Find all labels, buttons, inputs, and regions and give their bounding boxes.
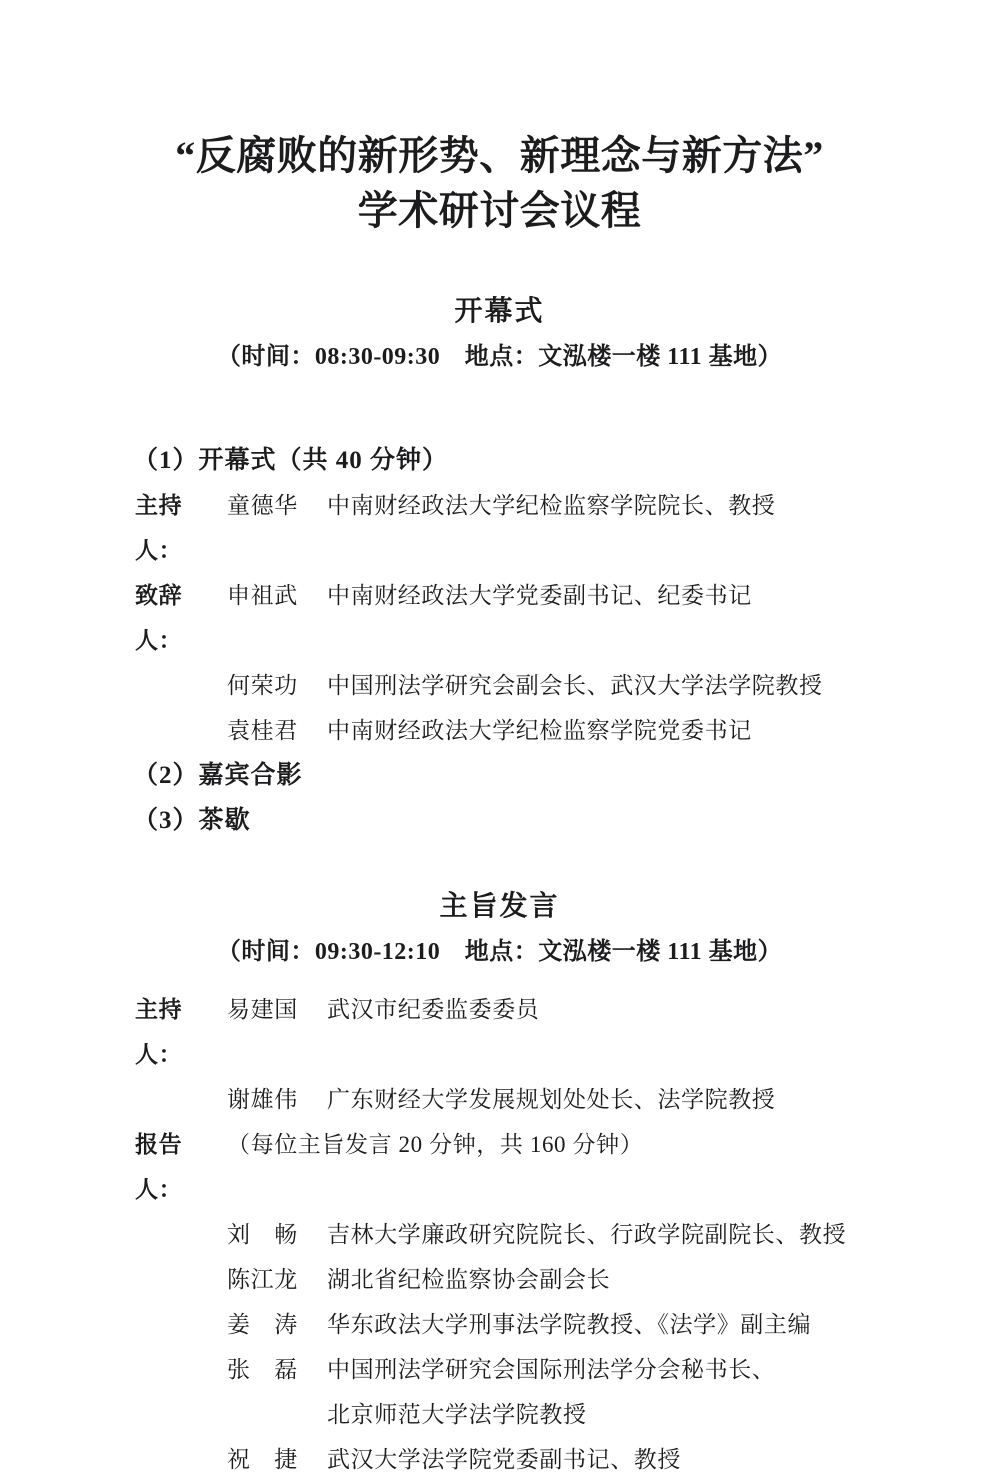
person-affiliation: 武汉市纪委监委委员 xyxy=(327,997,540,1022)
opening-heading: 开幕式 xyxy=(454,295,545,326)
person-name: 刘 畅 xyxy=(227,1222,298,1247)
person-row xyxy=(0,987,999,1077)
role-label xyxy=(135,1437,227,1482)
person-name: 祝 捷 xyxy=(227,1447,298,1472)
person-affiliation: 吉林大学廉政研究院院长、行政学院副院长、教授 xyxy=(327,1222,847,1247)
role-label: 主持人： xyxy=(135,493,183,563)
person-name: 何荣功 xyxy=(227,673,298,698)
document-title xyxy=(0,0,999,238)
role-label: 报告人： xyxy=(135,1132,183,1202)
person-affiliation: 中国刑法学研究会副会长、武汉大学法学院教授 xyxy=(327,673,823,698)
role-label: 致辞人： xyxy=(135,583,183,653)
role-label xyxy=(135,1212,227,1257)
agenda-item-2-group-photo: （2）嘉宾合影 xyxy=(133,762,303,789)
person-row-continuation xyxy=(0,1392,999,1437)
person-affiliation: 广东财经大学发展规划处处长、法学院教授 xyxy=(327,1087,776,1112)
person-name: 童德华 xyxy=(227,493,298,518)
person-row xyxy=(0,1212,999,1257)
person-affiliation: 中南财经政法大学纪检监察学院院长、教授 xyxy=(327,493,776,518)
person-name: 姜 涛 xyxy=(227,1312,298,1337)
person-name xyxy=(227,1392,327,1437)
person-name: 申祖武 xyxy=(227,583,298,608)
section-opening-ceremony xyxy=(0,292,999,843)
role-label: 主持人： xyxy=(135,997,183,1067)
role-label xyxy=(135,1257,227,1302)
section-keynote-speeches xyxy=(0,887,999,1482)
person-name: 张 磊 xyxy=(227,1357,298,1382)
person-row xyxy=(0,1437,999,1482)
person-row xyxy=(0,1302,999,1347)
person-name: 袁桂君 xyxy=(227,718,298,743)
agenda-item-1-opening: （1）开幕式（共 40 分钟） xyxy=(133,447,449,474)
person-row xyxy=(0,483,999,573)
role-label xyxy=(135,1302,227,1347)
role-label xyxy=(135,1347,227,1392)
keynote-heading: 主旨发言 xyxy=(439,890,560,921)
person-row xyxy=(0,1257,999,1302)
keynote-person-rows xyxy=(0,987,999,1482)
agenda-item-3-tea-break: （3）茶歇 xyxy=(133,807,251,834)
person-row xyxy=(0,1077,999,1122)
person-name: 易建国 xyxy=(227,997,298,1022)
person-affiliation: 湖北省纪检监察协会副会长 xyxy=(327,1267,611,1292)
person-affiliation: 北京师范大学法学院教授 xyxy=(327,1402,587,1427)
person-affiliation: 华东政法大学刑事法学院教授、《法学》副主编 xyxy=(327,1312,812,1337)
person-affiliation: 中南财经政法大学党委副书记、纪委书记 xyxy=(327,583,752,608)
person-name: 陈江龙 xyxy=(227,1267,298,1292)
role-label xyxy=(135,663,227,708)
person-row xyxy=(0,573,999,663)
person-row xyxy=(0,708,999,753)
person-row-speakers-note xyxy=(0,1122,999,1212)
person-row xyxy=(0,663,999,708)
role-label xyxy=(135,1077,227,1122)
role-label xyxy=(135,1392,227,1437)
opening-person-rows xyxy=(0,483,999,753)
speakers-duration-note: （每位主旨发言 20 分钟，共 160 分钟） xyxy=(227,1132,644,1157)
person-affiliation: 中南财经政法大学纪检监察学院党委书记 xyxy=(327,718,752,743)
person-affiliation: 中国刑法学研究会国际刑法学分会秘书长、 xyxy=(327,1357,776,1382)
title-line-2: 学术研讨会议程 xyxy=(357,188,642,233)
title-line-1: “反腐败的新形势、新理念与新方法” xyxy=(175,133,824,178)
person-row xyxy=(0,1347,999,1392)
person-name: 谢雄伟 xyxy=(227,1087,298,1112)
role-label xyxy=(135,708,227,753)
opening-time-location: （时间：08:30-09:30 地点：文泓楼一楼 111 基地） xyxy=(216,344,783,370)
keynote-time-location: （时间：09:30-12:10 地点：文泓楼一楼 111 基地） xyxy=(216,939,783,965)
person-affiliation: 武汉大学法学院党委副书记、教授 xyxy=(327,1447,681,1472)
